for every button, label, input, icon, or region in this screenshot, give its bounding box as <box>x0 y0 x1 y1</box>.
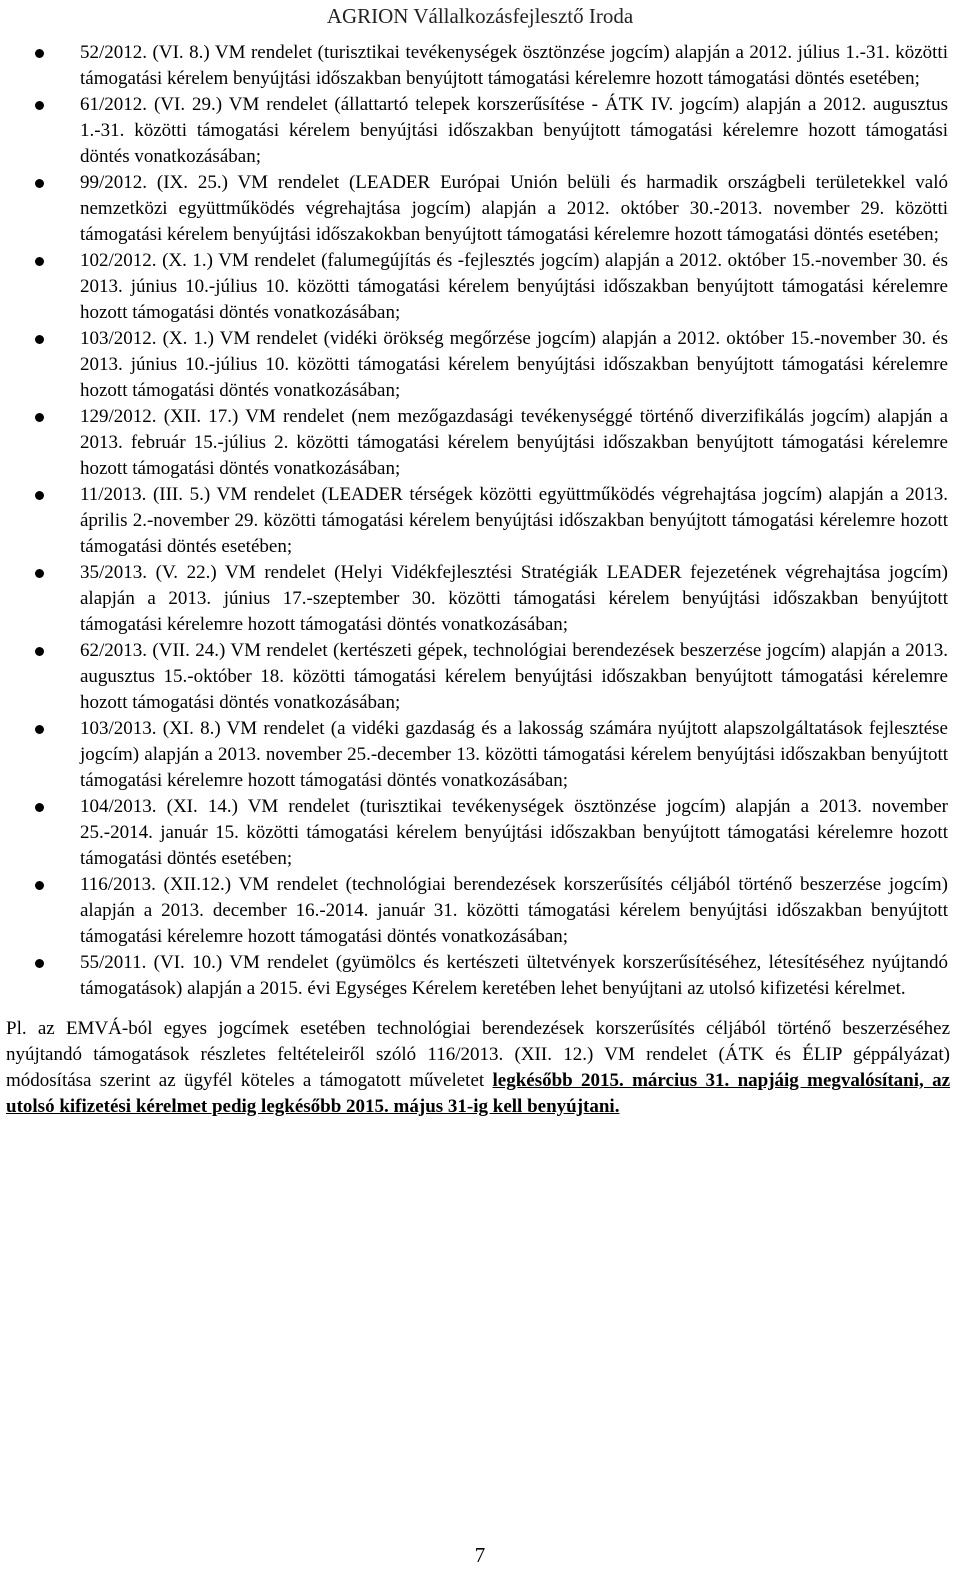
list-item-text: 62/2013. (VII. 24.) VM rendelet (kertészeti gépek, technológiai berendezések beszerzése jogcím) alapján a 2013. augusztus 15.-október 18. közötti támogatási kérelem benyújtási időszakban benyújtott támogatási kérelemre hozott támogatási döntés vonatkozásában; <box>80 640 948 713</box>
list-item <box>28 872 948 950</box>
list-item-text: 103/2012. (X. 1.) VM rendelet (vidéki örökség megőrzése jogcím) alapján a 2012. október 15.-november 30. és 2013. június 10.-július 10. közötti támogatási kérelem benyújtási időszakban benyújtott támogatási kérelemre hozott támogatási döntés vonatkozásában; <box>80 328 948 401</box>
closing-text: Pl. az EMVÁ-ból egyes jogcímek esetében technológiai berendezések korszerűsítés céljából történő beszerzéséhez nyújtandó támogatások részletes feltételeiről szóló 116/2013. (XII. 12.) VM rendelet (ÁTK és ÉLIP géppályázat) módosítása szerint az ügyfél köteles a támogatott műveletet <box>6 1018 950 1091</box>
deadline-emphasis: legkésőbb 2015. március 31. napjáig megvalósítani, az utolsó kifizetési kérelmet pedig legkésőbb 2015. május 31-ig kell benyújtani. <box>6 1070 951 1117</box>
list-item <box>28 638 948 716</box>
list-item-text: 52/2012. (VI. 8.) VM rendelet (turisztikai tevékenységek ösztönzése jogcím) alapján a 2012. július 1.-31. közötti támogatási kérelem benyújtási időszakban benyújtott támogatási kérelemre hozott támogatási döntés esetében; <box>80 42 948 89</box>
list-item <box>28 404 948 482</box>
document-body <box>6 40 951 1139</box>
list-item-text: 116/2013. (XII.12.) VM rendelet (technológiai berendezések korszerűsítés céljából történő beszerzése jogcím) alapján a 2013. december 16.-2014. január 31. közötti támogatási kérelem benyújtási időszakban benyújtott támogatási kérelemre hozott támogatási döntés vonatkozásában; <box>80 874 948 947</box>
page-number: 7 <box>474 1543 486 1567</box>
list-item <box>28 560 948 638</box>
list-item-text: 11/2013. (III. 5.) VM rendelet (LEADER térségek közötti együttműködés végrehajtása jogcím) alapján a 2013. április 2.-november 29. közötti támogatási kérelem benyújtási időszakban benyújtott támogatási kérelemre hozott támogatási döntés esetében; <box>80 484 948 557</box>
list-item <box>28 950 948 1002</box>
list-item-text: 103/2013. (XI. 8.) VM rendelet (a vidéki gazdaság és a lakosság számára nyújtott alapszolgáltatások fejlesztése jogcím) alapján a 2013. november 25.-december 13. közötti támogatási kérelem benyújtási időszakban benyújtott támogatási kérelemre hozott támogatási döntés vonatkozásában; <box>80 718 948 791</box>
list-item <box>28 40 948 92</box>
list-item-text: 35/2013. (V. 22.) VM rendelet (Helyi Vidékfejlesztési Stratégiák LEADER fejezetének végrehajtása jogcím) alapján a 2013. június 17.-szeptember 30. közötti támogatási kérelem benyújtási időszakban benyújtott támogatási kérelemre hozott támogatási döntés vonatkozásában; <box>80 562 948 635</box>
list-item <box>28 170 948 248</box>
list-item <box>28 716 948 794</box>
list-item <box>28 326 948 404</box>
page-header: AGRION Vállalkozásfejlesztő Iroda <box>326 4 634 28</box>
closing-paragraph <box>6 1016 950 1120</box>
list-item <box>28 794 948 872</box>
list-item-text: 55/2011. (VI. 10.) VM rendelet (gyümölcs és kertészeti ültetvények korszerűsítéséhez, létesítéséhez nyújtandó támogatások) alapján a 2015. évi Egységes Kérelem keretében lehet benyújtani az utolsó kifizetési kérelmet. <box>80 952 948 999</box>
regulation-list <box>28 40 948 1002</box>
list-item-text: 129/2012. (XII. 17.) VM rendelet (nem mezőgazdasági tevékenységgé történő diverzifikálás jogcím) alapján a 2013. február 15.-július 2. közötti támogatási kérelem benyújtási időszakban benyújtott támogatási kérelemre hozott támogatási döntés vonatkozásában; <box>80 406 948 479</box>
list-item <box>28 92 948 170</box>
list-item <box>28 482 948 560</box>
list-item <box>28 248 948 326</box>
list-item-text: 102/2012. (X. 1.) VM rendelet (falumegújítás és -fejlesztés jogcím) alapján a 2012. október 15.-november 30. és 2013. június 10.-július 10. közötti támogatási kérelem benyújtási időszakban benyújtott támogatási kérelemre hozott támogatási döntés vonatkozásában; <box>80 250 948 323</box>
list-item-text: 99/2012. (IX. 25.) VM rendelet (LEADER Európai Unión belüli és harmadik országbeli területekkel való nemzetközi együttműködés végrehajtása jogcím) alapján a 2012. október 30.-2013. november 29. közötti támogatási kérelem benyújtási időszakokban benyújtott támogatási kérelemre hozott támogatási döntés esetében; <box>80 172 948 245</box>
list-item-text: 61/2012. (VI. 29.) VM rendelet (állattartó telepek korszerűsítése - ÁTK IV. jogcím) alapján a 2012. augusztus 1.-31. közötti támogatási kérelem benyújtási időszakban benyújtott támogatási kérelemre hozott támogatási döntés vonatkozásában; <box>80 94 948 167</box>
list-item-text: 104/2013. (XI. 14.) VM rendelet (turisztikai tevékenységek ösztönzése jogcím) alapján a 2013. november 25.-2014. január 15. közötti támogatási kérelem benyújtási időszakban benyújtott támogatási kérelemre hozott támogatási döntés esetében; <box>80 796 948 869</box>
